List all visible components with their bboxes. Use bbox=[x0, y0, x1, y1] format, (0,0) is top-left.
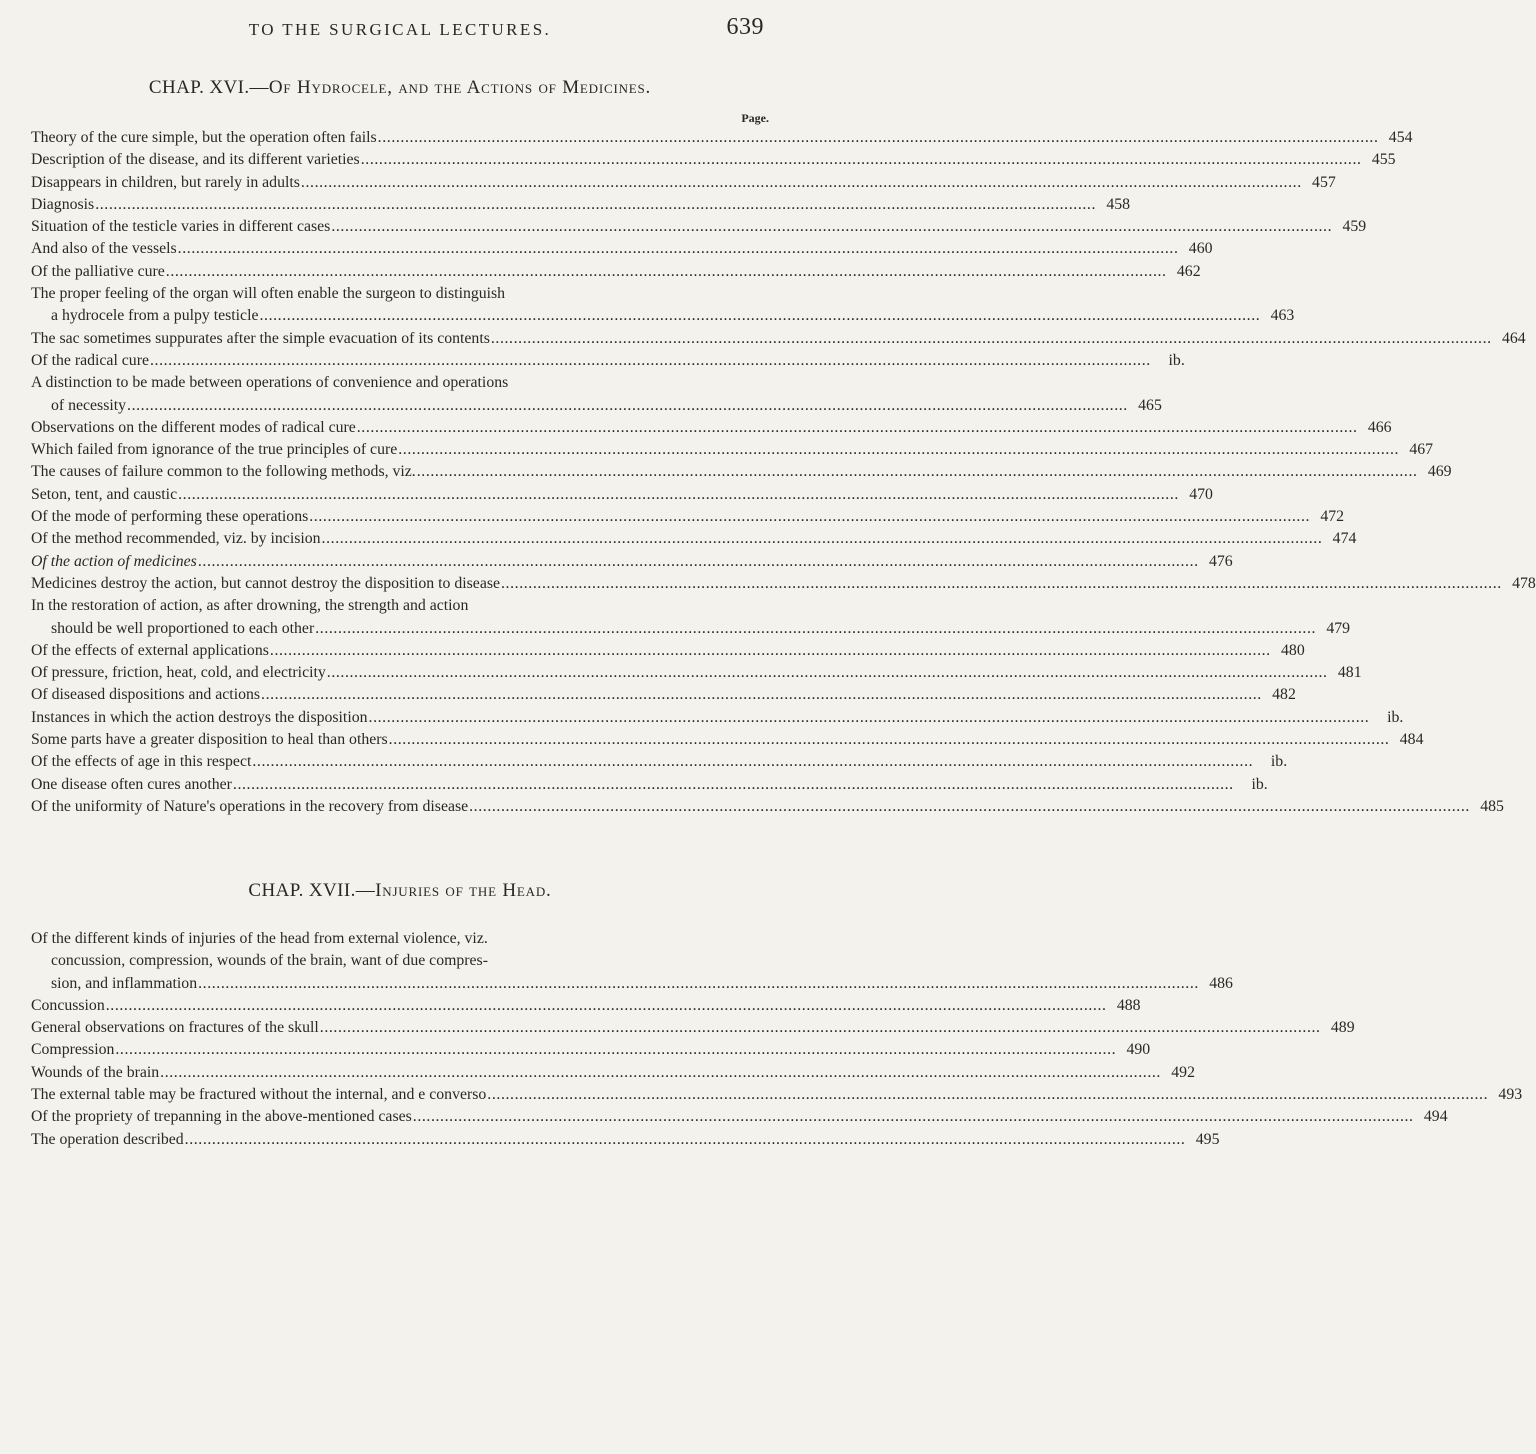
toc-entry bbox=[31, 707, 1404, 729]
toc-entry bbox=[31, 662, 1362, 684]
running-title: TO THE SURGICAL LECTURES. bbox=[248, 20, 552, 39]
dot-leader: ............................................................................................................................................................................................................................ bbox=[319, 1019, 1321, 1037]
entry-page-number: 484 bbox=[1399, 731, 1424, 749]
toc-entry bbox=[31, 551, 1233, 573]
entry-page-number: 479 bbox=[1326, 619, 1351, 637]
entry-text: Seton, tent, and caustic bbox=[31, 485, 178, 503]
entry-text: Compression bbox=[31, 1041, 115, 1059]
toc-entry bbox=[31, 640, 1305, 662]
entry-page-number: 474 bbox=[1332, 530, 1357, 548]
toc-entry bbox=[31, 350, 1185, 372]
dot-leader: ............................................................................................................................................................................................................................ bbox=[177, 240, 1179, 258]
entry-text: Of the action of medicines bbox=[31, 552, 197, 570]
dot-leader: ............................................................................................................................................................................................................................ bbox=[259, 307, 1261, 325]
entry-page-number: 478 bbox=[1512, 574, 1536, 592]
toc-entry bbox=[31, 1039, 1151, 1061]
entry-text: Disappears in children, but rarely in adults bbox=[31, 173, 300, 191]
entry-text: Of the palliative cure bbox=[31, 262, 165, 280]
toc-entry bbox=[31, 194, 1131, 216]
entry-text: The operation described bbox=[31, 1130, 184, 1148]
toc-entry bbox=[31, 328, 1526, 350]
entry-text: One disease often cures another bbox=[31, 775, 232, 793]
entry-page-number: ib. bbox=[1387, 708, 1404, 726]
entry-text: General observations on fractures of the skull bbox=[31, 1019, 319, 1037]
dot-leader: ............................................................................................................................................................................................................................ bbox=[315, 619, 1317, 637]
toc-entry bbox=[31, 149, 1396, 171]
dot-leader: ............................................................................................................................................................................................................................ bbox=[300, 173, 1302, 191]
entry-text: Which failed from ignorance of the true principles of cure bbox=[31, 441, 398, 459]
entry-text: Of the mode of performing these operations bbox=[31, 508, 309, 526]
entry-page-number: 463 bbox=[1270, 307, 1295, 325]
entry-text: Of the method recommended, viz. by incision bbox=[31, 530, 321, 548]
entry-page-number: 486 bbox=[1209, 974, 1233, 992]
toc-entry bbox=[31, 573, 1536, 595]
entry-text: Situation of the testicle varies in different cases bbox=[31, 218, 331, 236]
dot-leader: ............................................................................................................................................................................................................................ bbox=[198, 974, 1199, 992]
entry-page-number: 467 bbox=[1409, 441, 1434, 459]
dot-leader: ............................................................................................................................................................................................................................ bbox=[487, 1086, 1489, 1104]
dot-leader: ............................................................................................................................................................................................................................ bbox=[269, 641, 1271, 659]
entry-text: Of diseased dispositions and actions bbox=[31, 686, 261, 704]
dot-leader: ............................................................................................................................................................................................................................ bbox=[377, 129, 1379, 146]
toc-entry bbox=[31, 283, 1295, 328]
entry-text: Diagnosis bbox=[31, 195, 95, 213]
entry-text: Observations on the different modes of radical cure bbox=[31, 418, 356, 436]
entry-page-number: 485 bbox=[1480, 797, 1504, 815]
entry-page-number: 489 bbox=[1330, 1019, 1355, 1037]
page-number: 639 bbox=[726, 14, 764, 40]
dot-leader: ............................................................................................................................................................................................................................ bbox=[360, 151, 1362, 169]
entry-text: The sac sometimes suppurates after the simple evacuation of its contents bbox=[31, 329, 490, 347]
entry-text: Of the uniformity of Nature's operations in the recovery from disease bbox=[31, 797, 469, 815]
chapter-number: CHAP. XVI.— bbox=[148, 77, 269, 98]
entry-text: Of the propriety of trepanning in the above-mentioned cases bbox=[31, 1108, 412, 1126]
toc-entry bbox=[31, 751, 1288, 773]
toc-entry bbox=[31, 1106, 1448, 1128]
entry-text: Of the radical cure bbox=[31, 351, 149, 369]
dot-leader: ............................................................................................................................................................................................................................ bbox=[388, 731, 1390, 749]
entry-text: Wounds of the brain bbox=[31, 1063, 160, 1081]
entry-text: should be well proportioned to each other bbox=[51, 619, 315, 637]
entry-page-number: ib. bbox=[1168, 351, 1185, 369]
dot-leader: ............................................................................................................................................................................................................................ bbox=[252, 753, 1254, 771]
dot-leader: ............................................................................................................................................................................................................................ bbox=[105, 996, 1107, 1014]
dot-leader: ............................................................................................................................................................................................................................ bbox=[178, 485, 1179, 503]
toc-entry bbox=[31, 127, 1413, 149]
entry-text: Of pressure, friction, heat, cold, and electricity bbox=[31, 664, 326, 682]
entry-text: Some parts have a greater disposition to heal than others bbox=[31, 731, 388, 749]
dot-leader: ............................................................................................................................................................................................................................ bbox=[331, 218, 1333, 236]
entry-text: A distinction to be made between operations of convenience and operations bbox=[31, 374, 509, 392]
chapter-xvii-contents bbox=[31, 928, 1523, 1151]
chapter-title: Injuries of the Head. bbox=[375, 880, 552, 901]
dot-leader: ............................................................................................................................................................................................................................ bbox=[309, 508, 1311, 526]
toc-entry bbox=[31, 729, 1424, 751]
toc-entry bbox=[31, 1084, 1523, 1106]
entry-page-number: 469 bbox=[1427, 463, 1452, 481]
toc-entry bbox=[31, 417, 1392, 439]
entry-page-number: 466 bbox=[1367, 418, 1392, 436]
entry-text: sion, and inflammation bbox=[51, 974, 198, 992]
toc-entry bbox=[31, 595, 1351, 640]
chapter-number: CHAP. XVII.— bbox=[248, 880, 376, 901]
dot-leader: ............................................................................................................................................................................................................................ bbox=[321, 530, 1323, 548]
dot-leader: ............................................................................................................................................................................................................................ bbox=[165, 262, 1167, 280]
entry-page-number: 457 bbox=[1312, 173, 1336, 191]
dot-leader: ............................................................................................................................................................................................................................ bbox=[490, 329, 1492, 347]
dot-leader: ............................................................................................................................................................................................................................ bbox=[115, 1041, 1117, 1059]
entry-text: Medicines destroy the action, but cannot destroy the disposition to disease bbox=[31, 574, 500, 592]
entry-page-number: 464 bbox=[1501, 329, 1526, 347]
chapter-heading-xvii bbox=[0, 880, 800, 902]
dot-leader: ............................................................................................................................................................................................................................ bbox=[95, 195, 1097, 213]
entry-page-number: ib. bbox=[1270, 753, 1288, 771]
entry-page-number: 476 bbox=[1208, 552, 1233, 570]
entry-text: Of the different kinds of injuries of the head from external violence, viz. bbox=[31, 930, 488, 947]
toc-entry bbox=[31, 774, 1268, 796]
toc-entry bbox=[31, 439, 1434, 461]
entry-text: Of the effects of external applications bbox=[31, 641, 269, 659]
dot-leader: ............................................................................................................................................................................................................................ bbox=[261, 686, 1262, 704]
entry-page-number: 488 bbox=[1116, 996, 1141, 1014]
running-head bbox=[0, 14, 800, 44]
entry-page-number: 454 bbox=[1388, 129, 1413, 146]
entry-page-number: 492 bbox=[1171, 1063, 1195, 1081]
entry-page-number: ib. bbox=[1251, 775, 1268, 793]
dot-leader: ............................................................................................................................................................................................................................ bbox=[160, 1063, 1161, 1081]
entry-page-number: 494 bbox=[1423, 1108, 1448, 1126]
entry-page-number: 470 bbox=[1189, 485, 1213, 503]
toc-entry bbox=[31, 172, 1336, 194]
dot-leader: ............................................................................................................................................................................................................................ bbox=[232, 775, 1234, 793]
toc-entry bbox=[31, 1017, 1355, 1039]
entry-page-number: 472 bbox=[1320, 508, 1345, 526]
entry-page-number: 480 bbox=[1281, 641, 1305, 659]
entry-page-number: 481 bbox=[1337, 664, 1362, 682]
toc-entry bbox=[31, 261, 1201, 283]
entry-text: In the restoration of action, as after drowning, the strength and action bbox=[31, 597, 469, 615]
dot-leader: ............................................................................................................................................................................................................................ bbox=[127, 396, 1128, 414]
entry-text: The external table may be fractured without the internal, and e converso bbox=[31, 1086, 487, 1104]
dot-leader: ............................................................................................................................................................................................................................ bbox=[149, 351, 1151, 369]
toc-entry bbox=[31, 995, 1141, 1017]
entry-text: Description of the disease, and its different varieties bbox=[31, 151, 360, 169]
toc-entry bbox=[31, 506, 1345, 528]
page-column-label: Page. bbox=[741, 111, 769, 125]
dot-leader: ............................................................................................................................................................................................................................ bbox=[412, 1108, 1414, 1126]
entry-text: a hydrocele from a pulpy testicle bbox=[51, 307, 259, 325]
dot-leader: ............................................................................................................................................................................................................................ bbox=[469, 797, 1470, 815]
entry-text: The causes of failure common to the following methods, viz. bbox=[31, 463, 416, 481]
entry-text: Theory of the cure simple, but the operation often fails bbox=[31, 129, 377, 146]
dot-leader: ............................................................................................................................................................................................................................ bbox=[356, 418, 1358, 436]
entry-page-number: 482 bbox=[1272, 686, 1296, 704]
toc-entry bbox=[31, 684, 1296, 706]
entry-text: Of the effects of age in this respect bbox=[31, 753, 252, 771]
toc-entry bbox=[31, 1062, 1195, 1084]
dot-leader: ............................................................................................................................................................................................................................ bbox=[416, 463, 1418, 481]
chapter-title: Of Hydrocele, and the Actions of Medicines. bbox=[268, 77, 652, 98]
entry-text: of necessity bbox=[51, 396, 127, 414]
toc-entry bbox=[31, 928, 1233, 995]
entry-page-number: 493 bbox=[1498, 1086, 1523, 1104]
entry-page-number: 460 bbox=[1188, 240, 1213, 258]
dot-leader: ............................................................................................................................................................................................................................ bbox=[368, 708, 1370, 726]
dot-leader: ............................................................................................................................................................................................................................ bbox=[326, 664, 1328, 682]
entry-text: concussion, compression, wounds of the brain, want of due compres- bbox=[51, 952, 488, 970]
entry-page-number: 490 bbox=[1126, 1041, 1151, 1059]
entry-page-number: 455 bbox=[1371, 151, 1396, 169]
toc-entry bbox=[31, 528, 1357, 550]
toc-entry bbox=[31, 796, 1504, 818]
entry-text: And also of the vessels bbox=[31, 240, 177, 258]
entry-page-number: 495 bbox=[1195, 1130, 1220, 1148]
toc-entry bbox=[31, 238, 1213, 260]
dot-leader: ............................................................................................................................................................................................................................ bbox=[501, 574, 1502, 592]
toc-entry bbox=[31, 216, 1367, 238]
dot-leader: ............................................................................................................................................................................................................................ bbox=[197, 552, 1199, 570]
chapter-heading-xvi bbox=[0, 77, 800, 99]
entry-page-number: 459 bbox=[1342, 218, 1367, 236]
toc-entry bbox=[31, 484, 1213, 506]
dot-leader: ............................................................................................................................................................................................................................ bbox=[184, 1130, 1186, 1148]
entry-page-number: 458 bbox=[1106, 195, 1131, 213]
entry-text: The proper feeling of the organ will often enable the surgeon to distinguish bbox=[31, 285, 506, 303]
toc-entry bbox=[31, 461, 1452, 483]
toc-entry bbox=[31, 1129, 1220, 1151]
chapter-xvi-contents bbox=[31, 127, 1536, 818]
entry-page-number: 462 bbox=[1176, 262, 1201, 280]
entry-text: Concussion bbox=[31, 996, 105, 1014]
entry-text: Instances in which the action destroys the disposition bbox=[31, 708, 368, 726]
dot-leader: ............................................................................................................................................................................................................................ bbox=[398, 441, 1400, 459]
toc-entry bbox=[31, 372, 1162, 417]
entry-page-number: 465 bbox=[1138, 396, 1162, 414]
